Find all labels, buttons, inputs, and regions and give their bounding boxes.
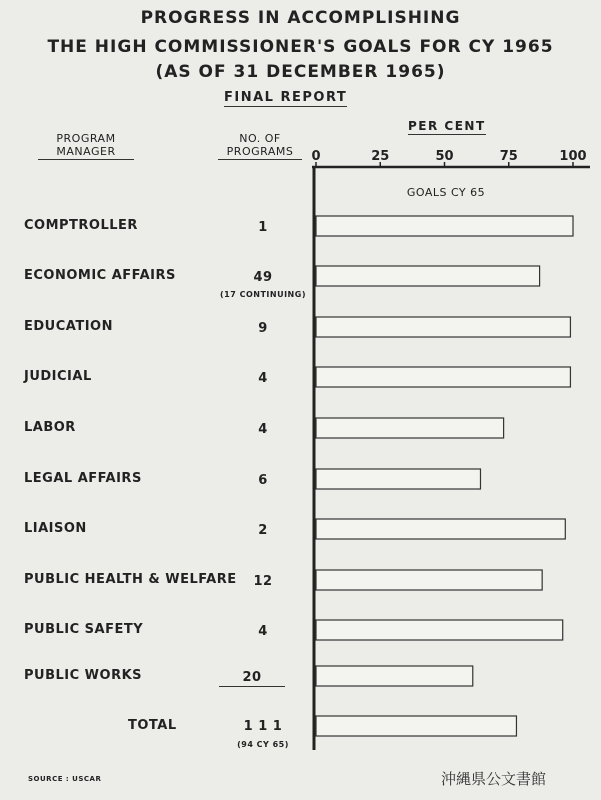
chart-title-line-1: PROGRESS IN ACCOMPLISHING	[140, 8, 461, 28]
category-label: PUBLIC WORKS	[24, 668, 143, 683]
bar-1	[316, 216, 573, 236]
total-programs: 1 1 1	[243, 719, 283, 734]
category-label: EDUCATION	[24, 319, 113, 334]
program-count: 4	[258, 371, 268, 386]
x-tick-label: 50	[435, 149, 454, 164]
program-count: 9	[258, 321, 268, 336]
programs-header-line-1: NO. OF	[239, 132, 281, 145]
bar-total	[316, 716, 516, 736]
bar-9	[316, 620, 563, 640]
program-count: 4	[258, 624, 268, 639]
x-tick-label: 0	[311, 149, 321, 164]
bar-2	[316, 266, 540, 286]
chart-subtitle: FINAL REPORT	[224, 90, 348, 105]
category-label: LEGAL AFFAIRS	[24, 471, 142, 486]
total-label: TOTAL	[128, 718, 177, 733]
axis-label: PER CENT	[408, 119, 486, 133]
bar-10	[316, 666, 473, 686]
x-tick-label: 25	[371, 149, 390, 164]
x-tick-label: 100	[559, 149, 587, 164]
program-manager-header: PROGRAM MANAGER	[38, 132, 134, 160]
program-count: 20	[219, 670, 285, 687]
category-label: PUBLIC HEALTH & WELFARE	[24, 572, 237, 587]
bar-7	[316, 519, 565, 539]
program-count: 49	[253, 270, 273, 285]
bar-3	[316, 317, 570, 337]
program-count: 2	[258, 523, 268, 538]
programs-header-line-2: PROGRAMS	[218, 145, 302, 160]
program-count: 1	[258, 220, 268, 235]
category-label: COMPTROLLER	[24, 218, 138, 233]
program-count-note: (17 CONTINUING)	[220, 290, 306, 299]
bar-8	[316, 570, 542, 590]
category-label: LIAISON	[24, 521, 87, 536]
category-label: ECONOMIC AFFAIRS	[24, 268, 176, 283]
program-count: 4	[258, 422, 268, 437]
chart-title-line-3: (AS OF 31 DECEMBER 1965)	[155, 62, 446, 82]
x-tick-label: 75	[499, 149, 518, 164]
category-label: LABOR	[24, 420, 76, 435]
category-label: PUBLIC SAFETY	[24, 622, 144, 637]
bar-5	[316, 418, 504, 438]
archive-mark: 沖縄県公文書館	[441, 770, 547, 788]
program-count: 12	[253, 574, 273, 589]
total-note: (94 CY 65)	[237, 740, 289, 749]
goal-label: GOALS CY 65	[406, 186, 486, 199]
source-note: SOURCE : USCAR	[28, 775, 102, 783]
chart-title-line-2: THE HIGH COMMISSIONER'S GOALS FOR CY 1965	[47, 37, 554, 57]
bar-4	[316, 367, 570, 387]
category-label: JUDICIAL	[24, 369, 92, 384]
program-count: 6	[258, 473, 268, 488]
bar-6	[316, 469, 480, 489]
